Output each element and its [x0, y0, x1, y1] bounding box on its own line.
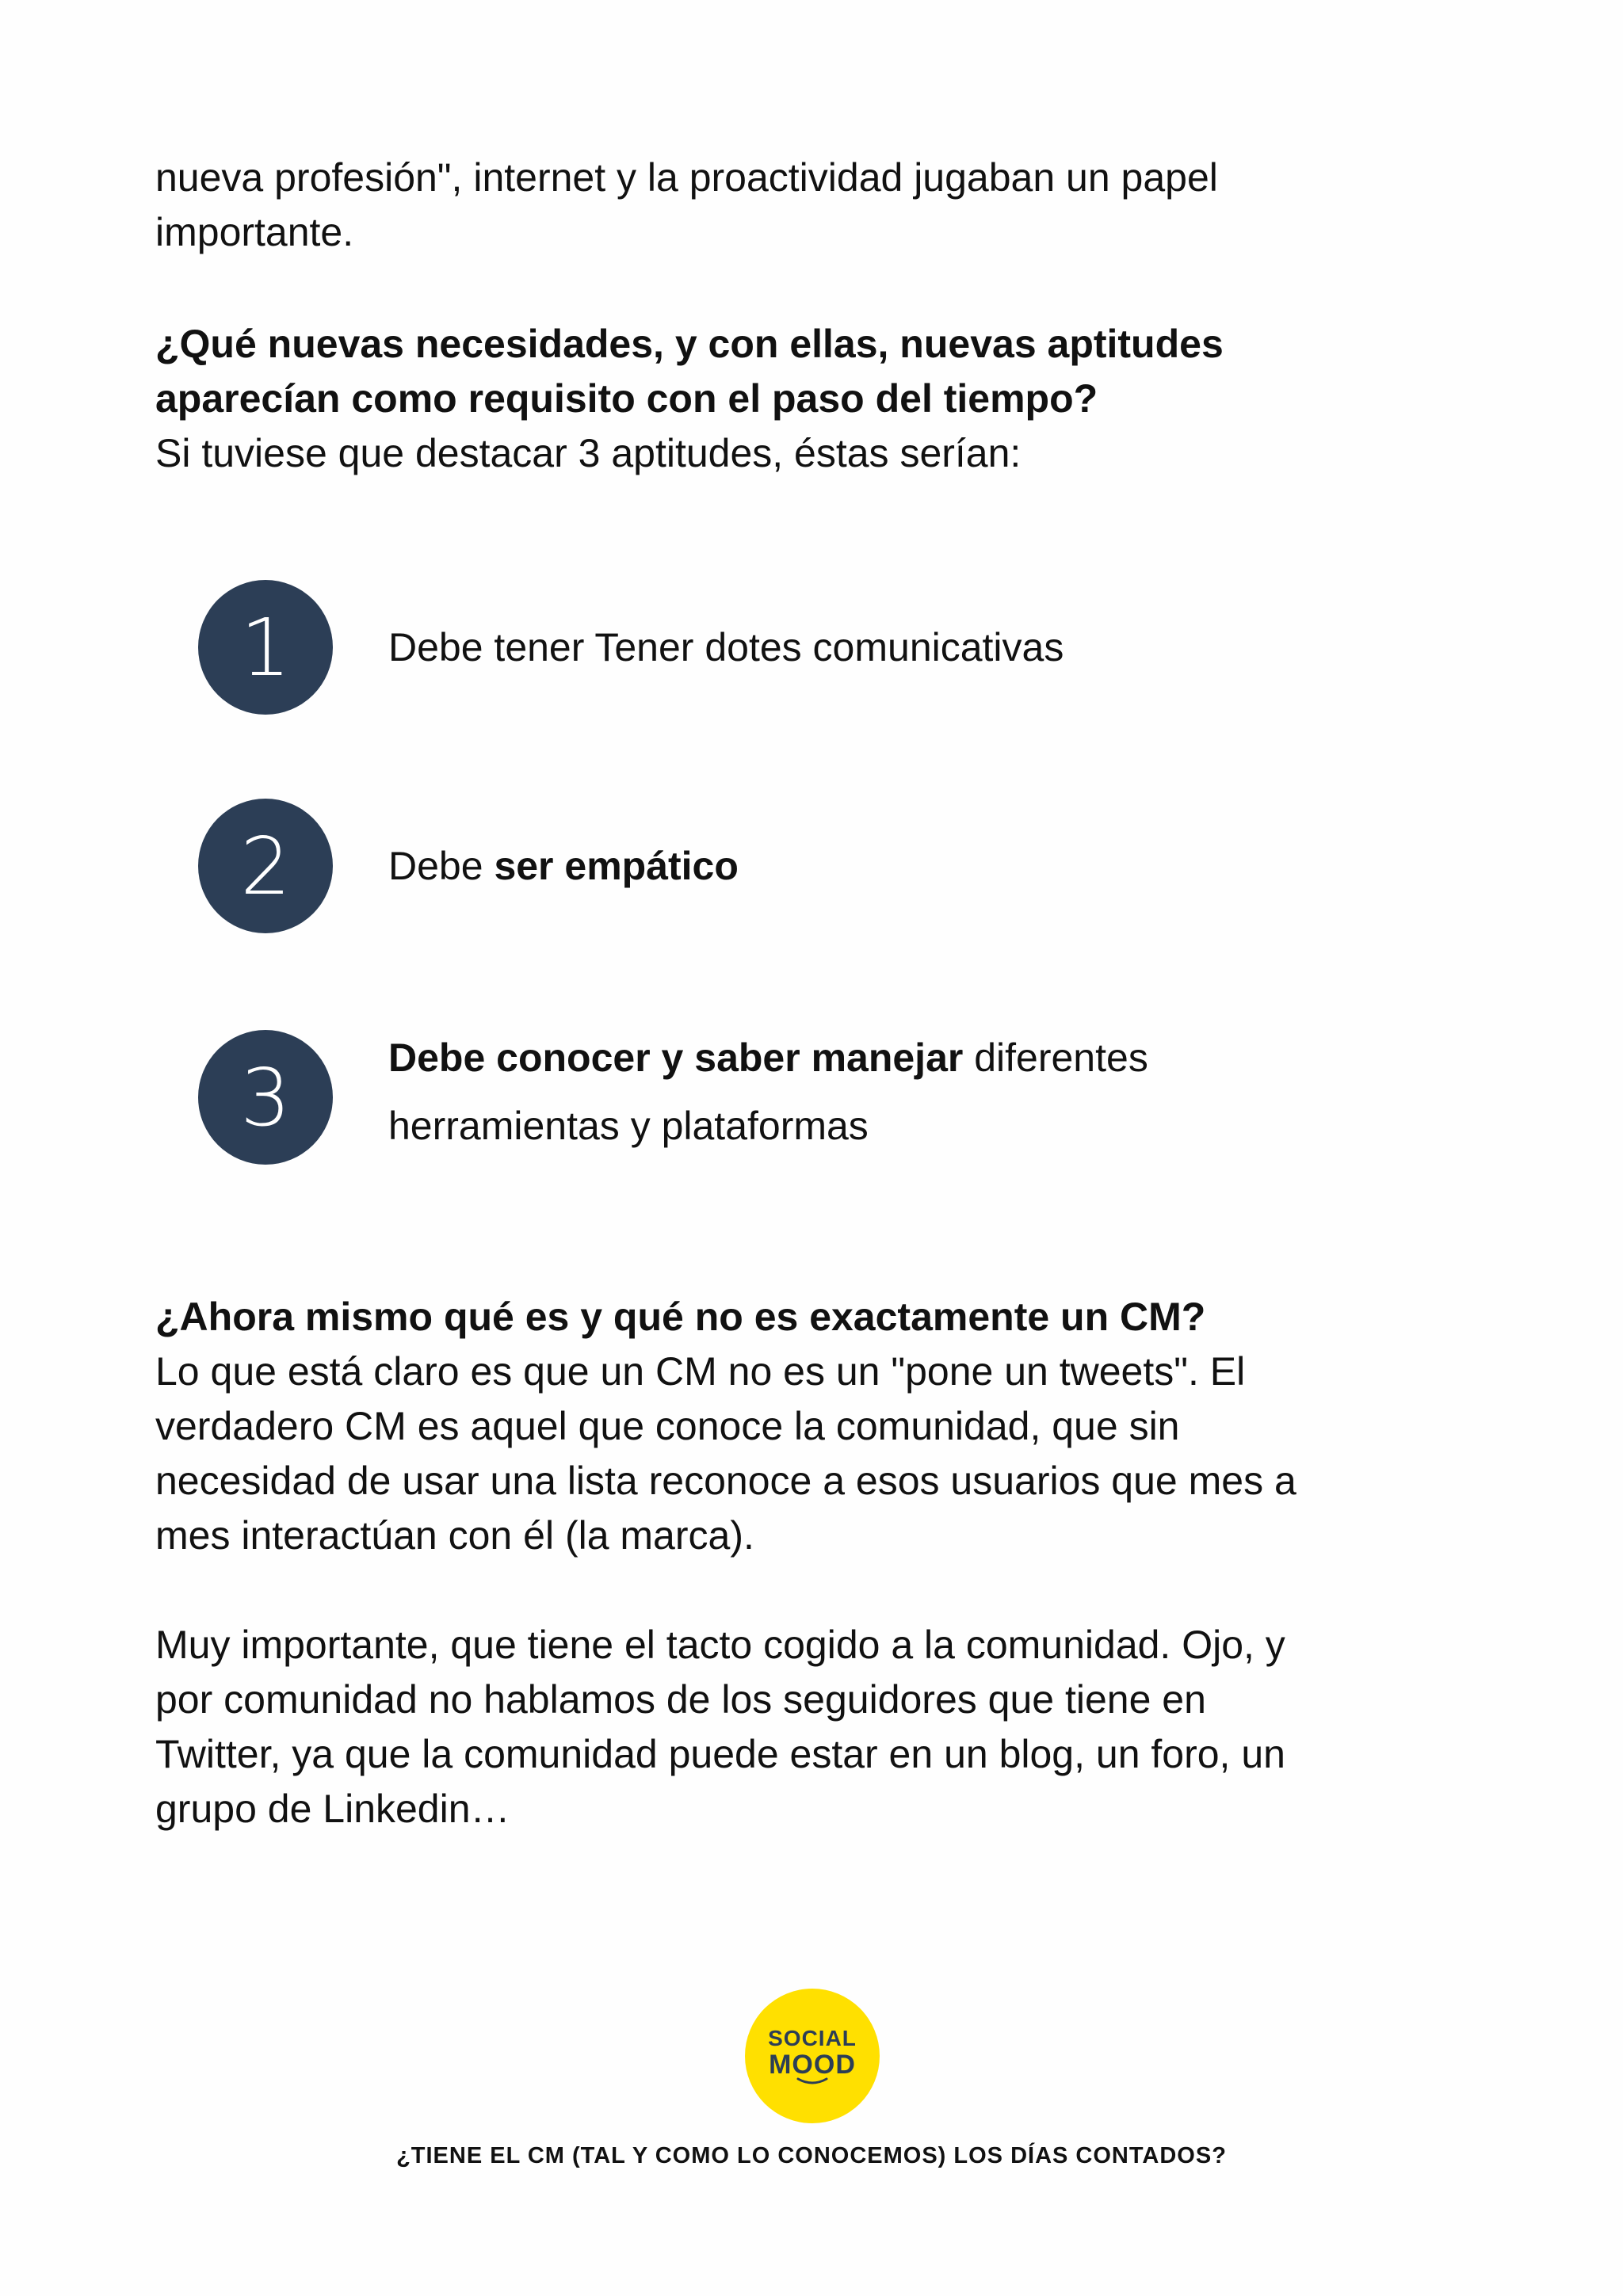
aptitude-1-text: Debe tener Tener dotes comunicativas: [388, 625, 1064, 669]
section2-p1-line-4: mes interactúan con él (la marca).: [155, 1513, 754, 1558]
aptitude-text: [388, 1024, 1339, 1160]
aptitude-text: [388, 613, 1339, 681]
section2-p2-line-2: por comunidad no hablamos de los seguidores que tiene en: [155, 1677, 1206, 1722]
page-footer-title: ¿TIENE EL CM (TAL Y COMO LO CONOCEMOS) LOS DÍAS CONTADOS?: [396, 2143, 1227, 2168]
smile-icon: [795, 2077, 830, 2085]
section2-paragraph: [155, 1290, 1487, 1836]
aptitude-item-1: [198, 580, 1308, 715]
aptitude-item-2: [198, 799, 1308, 933]
section1-question-line-1: ¿Qué nuevas necesidades, y con ellas, nuevas aptitudes: [155, 322, 1224, 366]
section2-p2-line-4: grupo de Linkedin…: [155, 1787, 510, 1831]
aptitude-2-bold: ser empático: [494, 844, 739, 888]
aptitude-3-bold: Debe conocer y saber manejar: [388, 1035, 964, 1080]
section2-p1-line-3: necesidad de usar una lista reconoce a esos usuarios que mes a: [155, 1459, 1296, 1503]
section2-p2-line-1: Muy importante, que tiene el tacto cogido a la comunidad. Ojo, y: [155, 1623, 1285, 1667]
aptitude-number-badge: 3: [198, 1030, 333, 1165]
section1-lead: Si tuviese que destacar 3 aptitudes, éstas serían:: [155, 431, 1022, 475]
aptitude-number-badge: 1: [198, 580, 333, 715]
aptitude-text: [388, 832, 1339, 900]
aptitude-number-badge: 2: [198, 799, 333, 933]
section1-paragraph: [155, 317, 1487, 481]
aptitude-item-3: [198, 1030, 1308, 1165]
section2-p2-line-3: Twitter, ya que la comunidad puede estar en un blog, un foro, un: [155, 1732, 1285, 1776]
intro-paragraph: [155, 151, 1487, 260]
social-mood-logo: [745, 1989, 880, 2123]
aptitude-3-plain: diferentes: [963, 1035, 1148, 1080]
intro-line-1: nueva profesión", internet y la proactividad jugaban un papel: [155, 155, 1218, 200]
section2-question: ¿Ahora mismo qué es y qué no es exactamente un CM?: [155, 1295, 1206, 1339]
aptitude-3-line-2: herramientas y plataformas: [388, 1104, 869, 1148]
logo-text-social: SOCIAL: [768, 2026, 857, 2050]
section2-p1-line-2: verdadero CM es aquel que conoce la comunidad, que sin: [155, 1404, 1180, 1448]
section2-p1-line-1: Lo que está claro es que un CM no es un "pone un tweets". El: [155, 1349, 1246, 1394]
logo-text-mood: MOOD: [769, 2050, 856, 2080]
aptitude-2-plain: Debe: [388, 844, 495, 888]
section1-question-line-2: aparecían como requisito con el paso del tiempo?: [155, 376, 1098, 421]
intro-line-2: importante.: [155, 210, 354, 254]
